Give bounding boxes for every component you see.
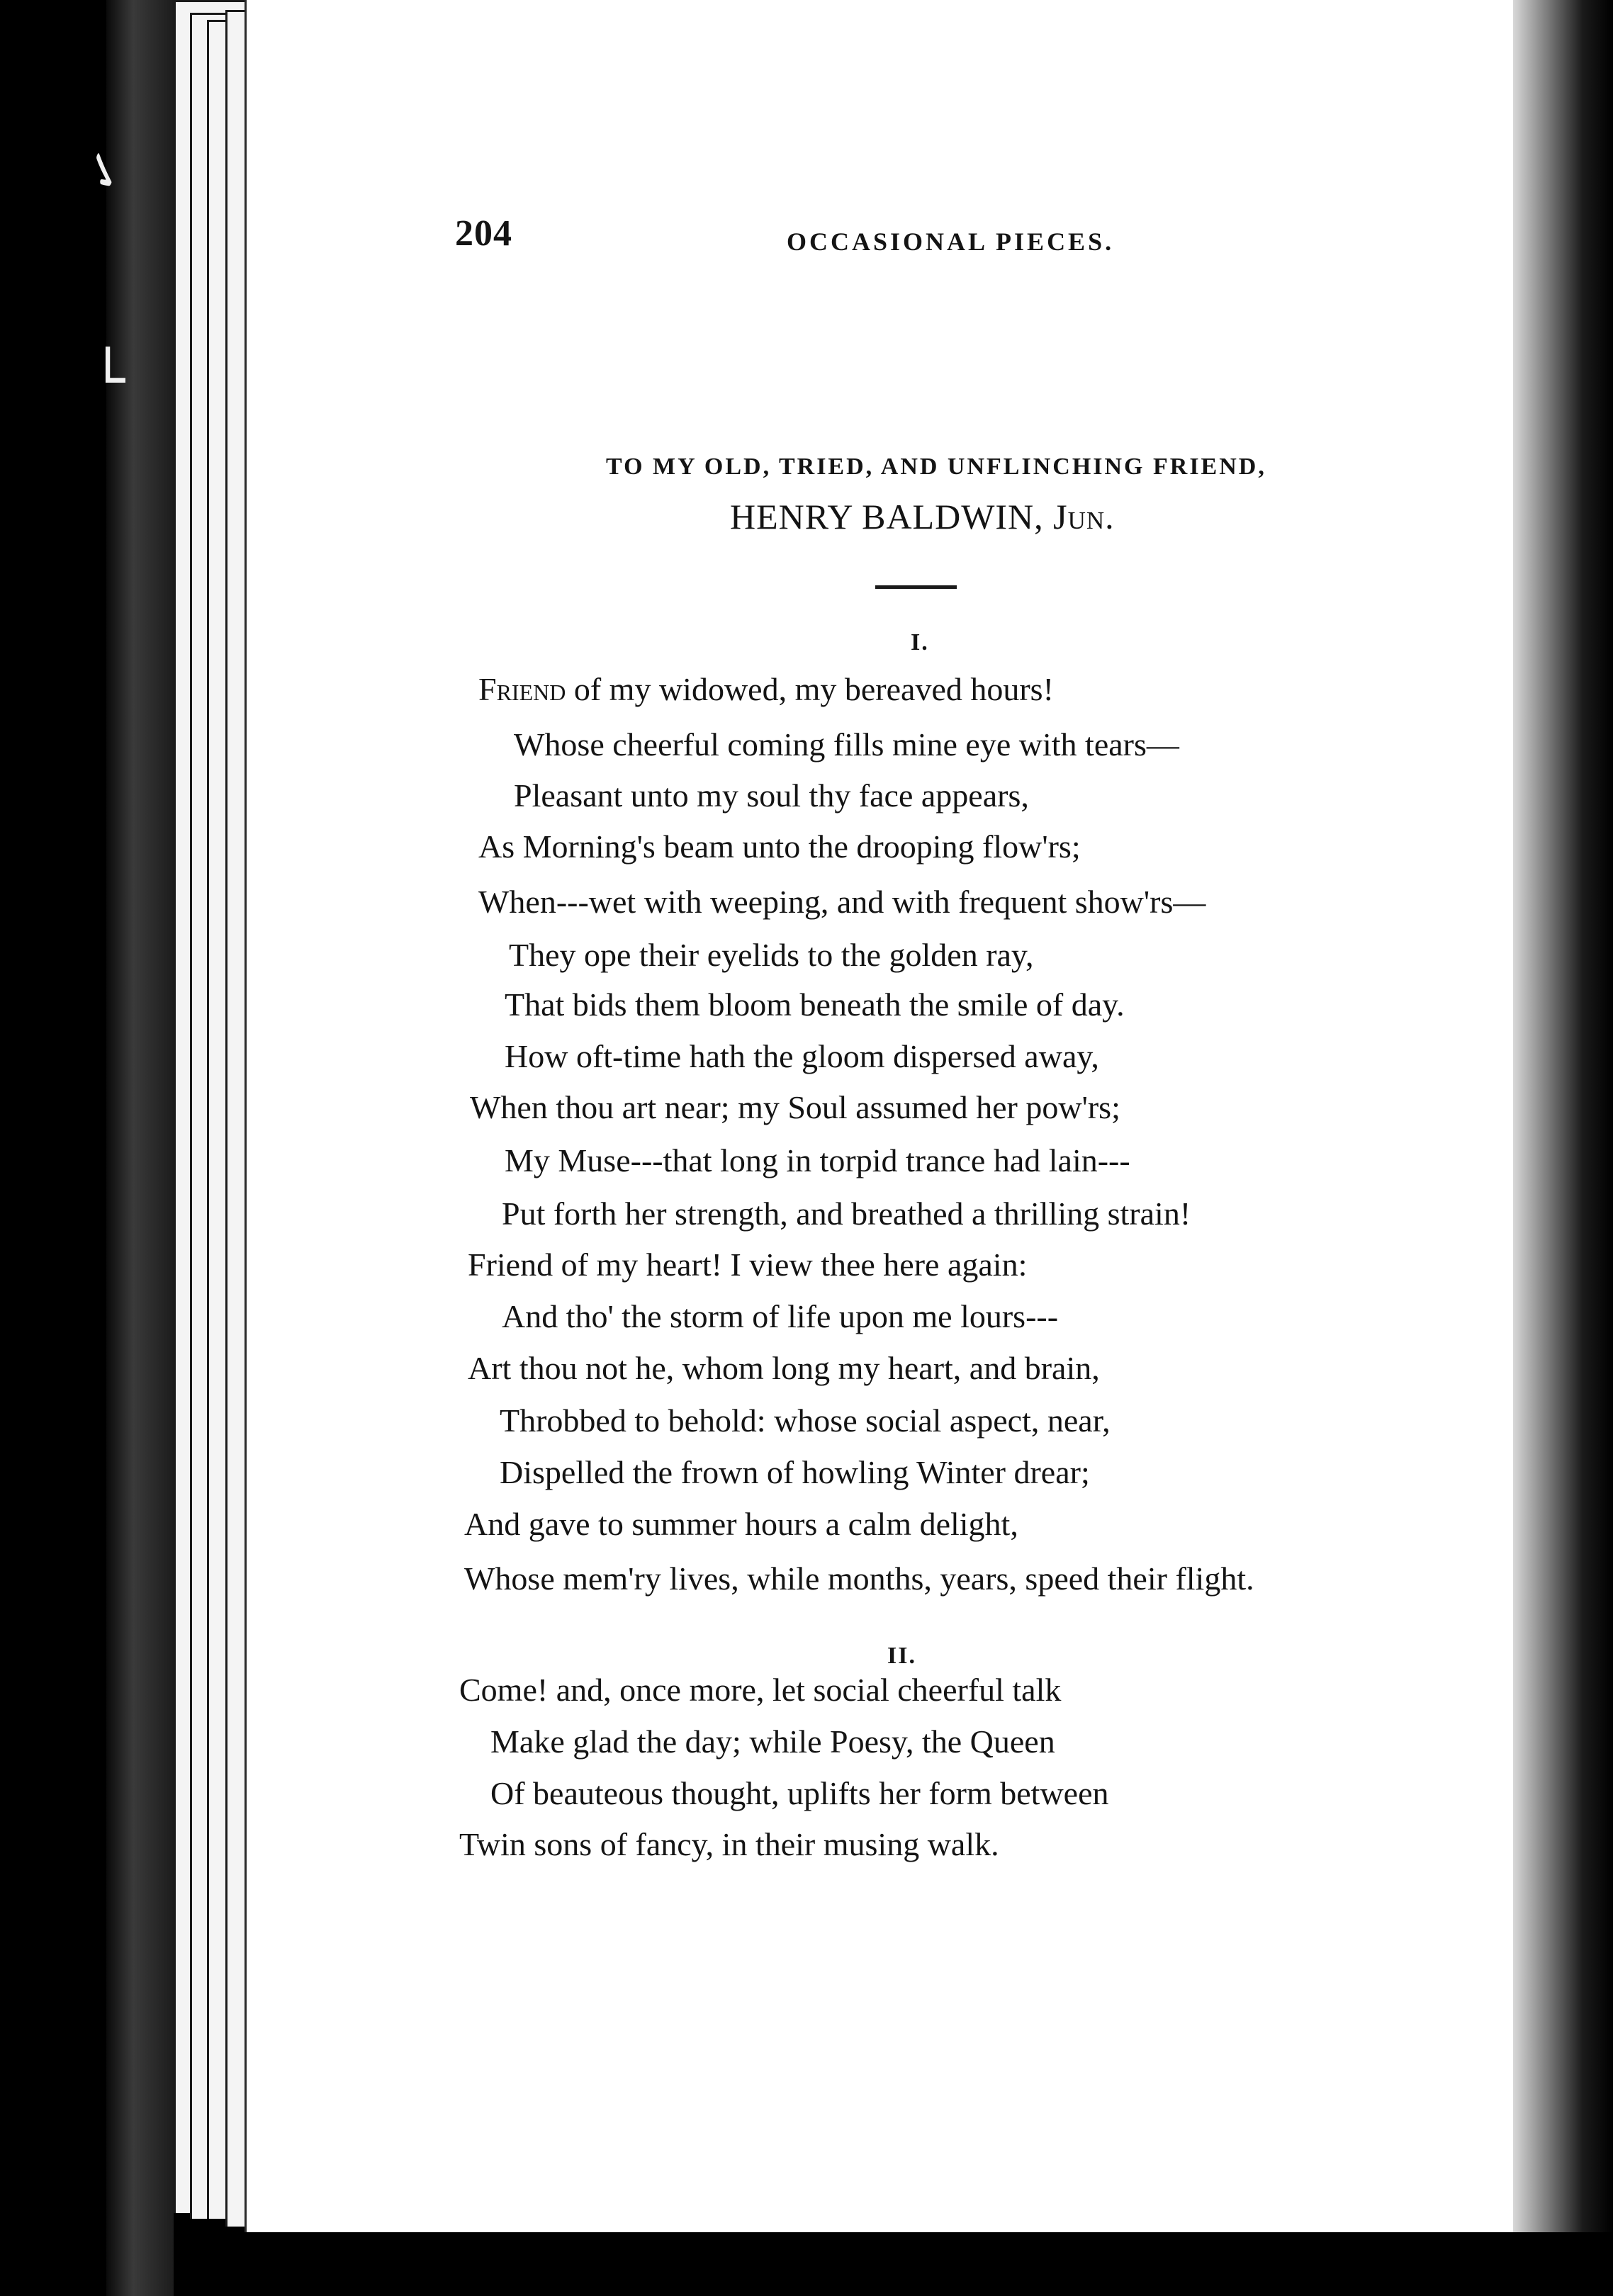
page-number: 204 xyxy=(455,213,512,254)
poem-line: Dispelled the frown of howling Winter drear; xyxy=(500,1454,1090,1490)
poem-line: And tho' the storm of life upon me lours--- xyxy=(502,1298,1059,1334)
title-rule xyxy=(875,585,957,589)
poem-line: Pleasant unto my soul thy face appears, xyxy=(514,777,1029,814)
margin-bracket-mark: └ xyxy=(91,347,125,413)
poem-line-text: of my widowed, my bereaved hours! xyxy=(566,671,1054,707)
bottom-shadow xyxy=(213,2232,1613,2296)
poem-line: Throbbed to behold: whose social aspect, near, xyxy=(500,1402,1111,1439)
poem-title-suffix: Jun. xyxy=(1053,497,1115,536)
poem-line: And gave to summer hours a calm delight, xyxy=(464,1506,1018,1542)
poem-line: Come! and, once more, let social cheerful talk xyxy=(459,1672,1062,1708)
poem-line: Art thou not he, whom long my heart, and brain, xyxy=(468,1350,1100,1386)
poem-line: As Morning's beam unto the drooping flow'rs; xyxy=(478,828,1081,865)
poem-line: How oft-time hath the gloom dispersed away, xyxy=(505,1038,1099,1074)
poem-line xyxy=(478,673,1054,706)
poem-line: Of beauteous thought, uplifts her form between xyxy=(490,1775,1109,1811)
poem-title-name: HENRY BALDWIN, xyxy=(730,497,1044,536)
poem-line: When thou art near; my Soul assumed her pow'rs; xyxy=(470,1089,1120,1125)
poem-line: That bids them bloom beneath the smile of day. xyxy=(505,986,1125,1023)
poem-line: Make glad the day; while Poesy, the Queen xyxy=(490,1723,1055,1760)
gutter-shadow xyxy=(1513,0,1613,2296)
poem-line-lead: Friend xyxy=(478,671,566,707)
margin-tick-mark: ✓ xyxy=(69,138,140,203)
section-numeral: I. xyxy=(911,629,929,655)
poem-title xyxy=(730,496,1115,537)
poem-line: Twin sons of fancy, in their musing walk. xyxy=(459,1826,999,1862)
poem-line: When---wet with weeping, and with frequent show'rs— xyxy=(478,884,1206,920)
poem-line: Whose cheerful coming fills mine eye with tears— xyxy=(514,726,1179,762)
poem-line: Friend of my heart! I view thee here again: xyxy=(468,1247,1028,1283)
section-numeral: II. xyxy=(887,1643,916,1669)
dedication-line: TO MY OLD, TRIED, AND UNFLINCHING FRIEND, xyxy=(606,454,1266,480)
running-title: OCCASIONAL PIECES. xyxy=(787,227,1115,256)
book-spine xyxy=(106,0,174,2296)
poem-line: Whose mem'ry lives, while months, years, speed their flight. xyxy=(464,1560,1254,1597)
poem-line: Put forth her strength, and breathed a thrilling strain! xyxy=(502,1195,1191,1232)
poem-line: My Muse---that long in torpid trance had lain--- xyxy=(505,1142,1130,1178)
poem-line: They ope their eyelids to the golden ray, xyxy=(509,937,1034,973)
